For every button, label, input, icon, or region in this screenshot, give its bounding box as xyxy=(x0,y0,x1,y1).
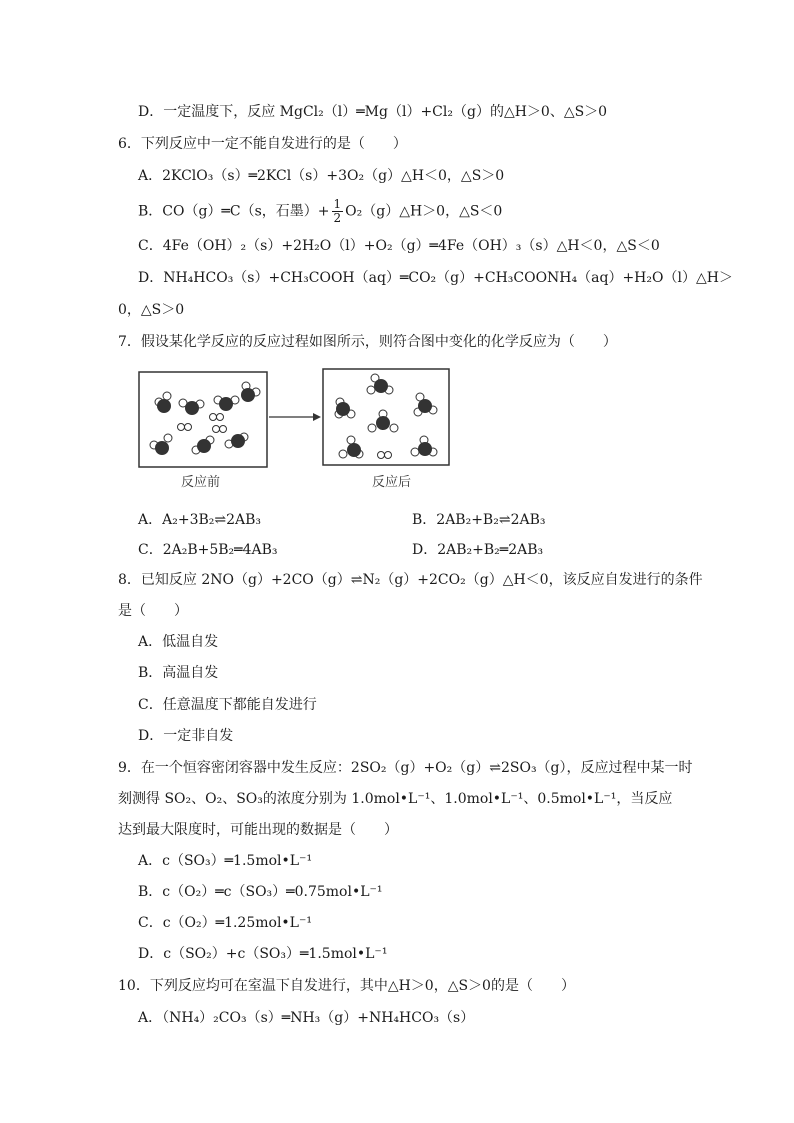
question-9-line1: 9．在一个恒容密闭容器中发生反应：2SO₂（g）+O₂（g）⇌2SO₃（g），反应过程中某一时 xyxy=(118,760,693,776)
q8-option-b: B．高温自发 xyxy=(138,665,219,681)
fraction-numerator: 1 xyxy=(333,197,342,211)
ab2-molecule xyxy=(225,433,248,448)
reaction-arrow xyxy=(269,413,321,421)
ab2-molecule xyxy=(241,382,260,402)
q7-option-b: B．2AB₂+B₂⇌2AB₃ xyxy=(412,512,546,528)
ab3-molecule xyxy=(367,374,393,394)
q9-option-c: C．c（O₂）═1.25mol•L⁻¹ xyxy=(138,915,312,931)
reaction-diagram xyxy=(138,368,450,493)
question-7: 7．假设某化学反应的反应过程如图所示，则符合图中变化的化学反应为（ ） xyxy=(118,334,617,350)
question-9-line3: 达到最大限度时，可能出现的数据是（ ） xyxy=(118,822,398,838)
ab3-molecule xyxy=(339,436,363,458)
q5-option-d: D．一定温度下，反应 MgCl₂（l）═Mg（l）+Cl₂（g）的△H＞0、△S＞0 xyxy=(138,104,608,120)
q8-option-a: A．低温自发 xyxy=(138,634,219,650)
b2-molecule xyxy=(210,414,224,421)
ab2-molecule xyxy=(214,396,239,411)
q6-option-a: A．2KClO₃（s）═2KCl（s）+3O₂（g）△H＜0，△S＞0 xyxy=(138,168,505,184)
b2-molecule xyxy=(178,424,192,431)
q9-option-d: D．c（SO₂）+c（SO₃）═1.5mol•L⁻¹ xyxy=(138,946,388,962)
ab3-molecule xyxy=(368,410,398,432)
q7-option-c: C．2A₂B+5B₂═4AB₃ xyxy=(138,542,278,558)
ab3-molecule xyxy=(411,436,437,456)
q6-option-d-line1: D．NH₄HCO₃（s）+CH₃COOH（aq）═CO₂（g）+CH₃COONH₄（aq）+H₂O（l）△H＞ xyxy=(138,270,733,286)
ab2-molecule xyxy=(192,436,214,454)
q8-option-c: C．任意温度下都能自发进行 xyxy=(138,697,317,713)
ab3-molecule xyxy=(414,393,437,416)
ab2-molecule xyxy=(179,399,204,415)
q6-option-c: C．4Fe（OH）₂（s）+2H₂O（l）+O₂（g）═4Fe（OH）₃（s）△H＜0，△S＜0 xyxy=(138,238,660,254)
question-9-line2: 刻测得 SO₂、O₂、SO₃的浓度分别为 1.0mol•L⁻¹、1.0mol•L⁻¹、0.5mol•L⁻¹，当反应 xyxy=(118,791,673,807)
q10-option-a: A．（NH₄）₂CO₃（s）═NH₃（g）+NH₄HCO₃（s） xyxy=(138,1010,475,1026)
fraction-half xyxy=(332,198,344,225)
question-8-line1: 8．已知反应 2NO（g）+2CO（g）⇌N₂（g）+2CO₂（g）△H＜0，该反应自发进行的条件 xyxy=(118,572,703,588)
question-8-line2: 是（ ） xyxy=(118,603,188,619)
after-box xyxy=(323,369,449,465)
after-label: 反应后 xyxy=(372,475,412,490)
q6-option-b-post: O₂（g）△H＞0，△S＜0 xyxy=(345,203,503,220)
q7-option-a: A．A₂+3B₂⇌2AB₃ xyxy=(138,512,262,528)
ab2-molecule xyxy=(150,434,172,455)
q8-option-d: D．一定非自发 xyxy=(138,728,234,744)
q6-option-d-line2: 0，△S＞0 xyxy=(118,302,185,318)
q9-option-b: B．c（O₂）═c（SO₃）═0.75mol•L⁻¹ xyxy=(138,884,383,900)
question-6: 6．下列反应中一定不能自发进行的是（ ） xyxy=(118,136,407,152)
ab3-molecule xyxy=(335,398,355,418)
b2-molecule xyxy=(213,426,227,433)
q9-option-a: A．c（SO₃）═1.5mol•L⁻¹ xyxy=(138,853,313,869)
before-label: 反应前 xyxy=(181,475,221,490)
before-box xyxy=(139,372,267,467)
question-10: 10．下列反应均可在室温下自发进行，其中△H＞0，△S＞0的是（ ） xyxy=(118,978,575,994)
ab2-molecule xyxy=(155,392,171,413)
b2-molecule xyxy=(378,452,392,459)
fraction-denominator: 2 xyxy=(333,211,342,225)
q7-option-d: D．2AB₂+B₂═2AB₃ xyxy=(412,542,544,558)
q6-option-b-pre: B．CO（g）═C（s，石墨）+ xyxy=(138,203,330,220)
q6-option-b xyxy=(138,198,502,225)
